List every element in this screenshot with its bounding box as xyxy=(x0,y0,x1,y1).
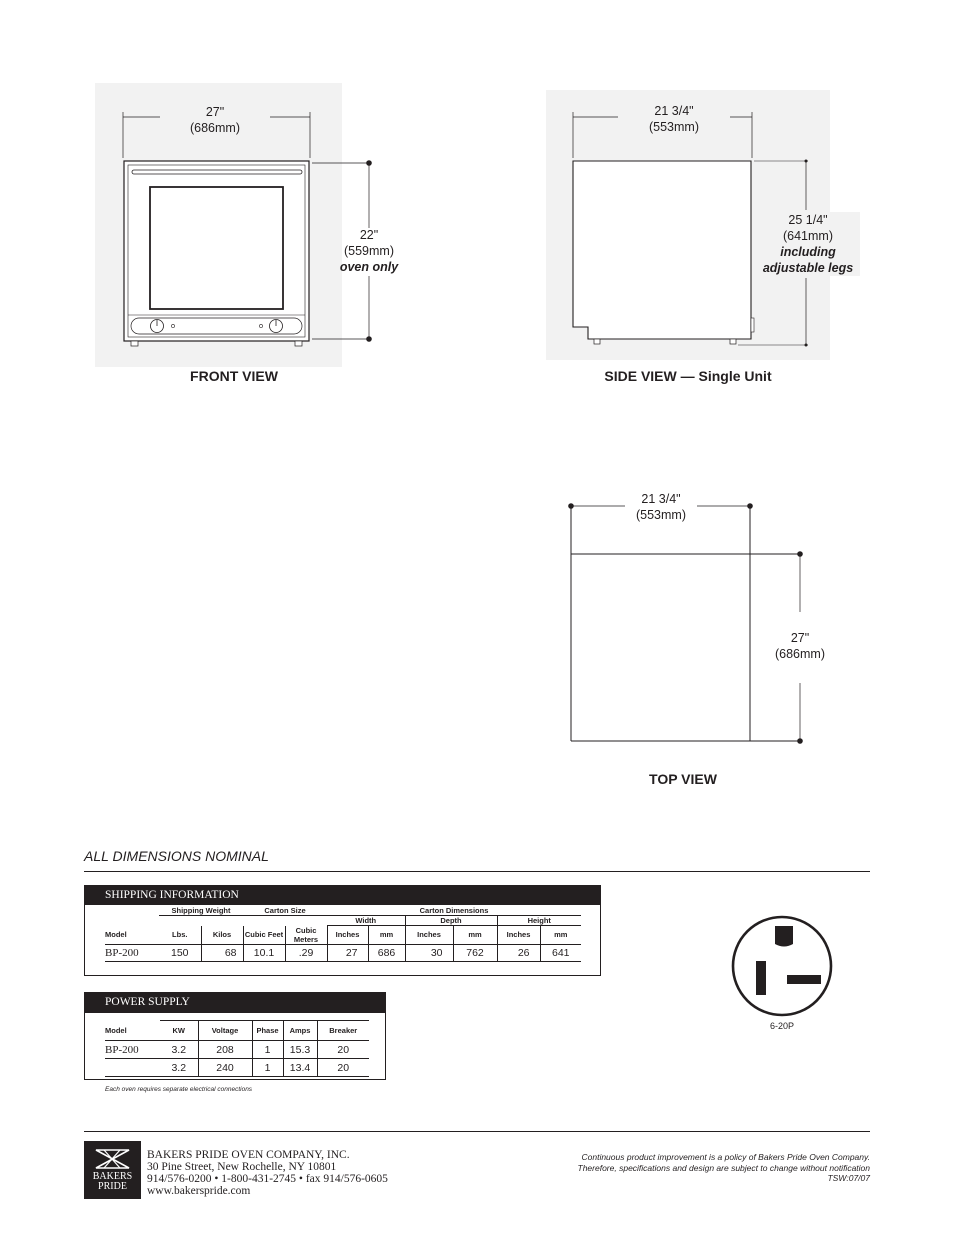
footer-divider xyxy=(84,1131,870,1132)
col-amps: Amps xyxy=(283,1021,317,1041)
cell-voltage: 208 xyxy=(198,1041,252,1059)
cell-model xyxy=(105,1059,160,1077)
col-height-in: Inches xyxy=(497,926,540,945)
col-model: Model xyxy=(105,1025,127,1035)
cell-kw: 3.2 xyxy=(160,1041,198,1059)
cell-cubic-feet: 10.1 xyxy=(243,944,285,961)
cell-kilos: 68 xyxy=(201,944,243,961)
col-lbs: Lbs. xyxy=(159,926,201,945)
bakers-pride-logo xyxy=(84,1141,141,1199)
front-height-label: 22" (559mm) oven only xyxy=(339,228,399,274)
col-depth-in: Inches xyxy=(405,926,453,945)
company-website[interactable]: www.bakerspride.com xyxy=(147,1185,251,1197)
col-cubic-feet: Cubic Feet xyxy=(243,926,285,945)
power-table xyxy=(105,1020,369,1077)
top-width-label: 21 3/4" (553mm) xyxy=(635,492,686,522)
col-cubic-meters: Cubic Meters xyxy=(285,926,327,945)
cell-depth-mm: 762 xyxy=(453,944,497,961)
cell-cubic-meters: .29 xyxy=(285,944,327,961)
top-view-drawing xyxy=(0,480,954,760)
logo-mark-icon xyxy=(94,1148,131,1170)
logo-text-1: BAKERS xyxy=(92,1171,133,1182)
company-phones: 914/576-0200 • 1-800-431-2745 • fax 914/576-0605 xyxy=(147,1173,388,1185)
company-info xyxy=(147,1149,388,1197)
depth-group: Depth xyxy=(405,916,497,926)
side-height-label: 25 1/4" (641mm) including adjustable legs xyxy=(756,212,860,276)
col-voltage: Voltage xyxy=(198,1021,252,1041)
cell-width-mm: 686 xyxy=(368,944,405,961)
col-phase: Phase xyxy=(252,1021,283,1041)
plug-6-20p-icon xyxy=(730,914,834,1018)
col-kw: KW xyxy=(160,1021,198,1041)
col-width-mm: mm xyxy=(368,926,405,945)
cell-kw: 3.2 xyxy=(160,1059,198,1077)
cell-phase: 1 xyxy=(252,1059,283,1077)
front-width-label: 27" (686mm) xyxy=(160,104,270,136)
table-row xyxy=(105,1041,369,1059)
cell-width-in: 27 xyxy=(327,944,368,961)
cell-depth-in: 30 xyxy=(405,944,453,961)
cell-breaker: 20 xyxy=(337,1043,350,1056)
cell-voltage: 240 xyxy=(198,1059,252,1077)
front-view-title: FRONT VIEW xyxy=(190,368,278,384)
cell-height-in: 26 xyxy=(497,944,540,961)
power-title: POWER SUPPLY xyxy=(84,992,386,1013)
col-kilos: Kilos xyxy=(201,926,243,945)
top-depth-label: 27" (686mm) xyxy=(774,631,825,661)
col-width-in: Inches xyxy=(327,926,368,945)
policy-note: Continuous product improvement is a policy of Bakers Pride Oven Company. Therefore, specifications and design are subject to change without notification TSW:07/07 xyxy=(577,1152,870,1183)
divider xyxy=(84,871,870,872)
col-depth-mm: mm xyxy=(453,926,497,945)
cell-model: BP-200 xyxy=(105,1043,139,1056)
width-group: Width xyxy=(327,916,405,926)
cell-phase: 1 xyxy=(252,1041,283,1059)
cell-lbs: 150 xyxy=(159,944,201,961)
company-name: BAKERS PRIDE OVEN COMPANY, INC. xyxy=(147,1149,350,1161)
side-view-title: SIDE VIEW — Single Unit xyxy=(604,368,772,384)
side-view-drawing xyxy=(0,0,954,420)
shipping-title: SHIPPING INFORMATION xyxy=(84,885,601,905)
cell-breaker: 20 xyxy=(337,1061,350,1074)
col-model: Model xyxy=(105,930,127,939)
height-group: Height xyxy=(497,916,581,926)
cell-model: BP-200 xyxy=(105,946,139,959)
power-note: Each oven requires separate electrical connections xyxy=(105,1086,253,1093)
nominal-note: ALL DIMENSIONS NOMINAL xyxy=(84,848,269,864)
shipping-weight-group: Shipping Weight xyxy=(171,906,231,915)
side-width-label: 21 3/4" (553mm) xyxy=(618,103,730,135)
shipping-table xyxy=(105,906,581,962)
cell-amps: 15.3 xyxy=(283,1041,317,1059)
cell-height-mm: 641 xyxy=(551,946,570,959)
company-address: 30 Pine Street, New Rochelle, NY 10801 xyxy=(147,1161,337,1173)
table-row xyxy=(105,1059,369,1077)
logo-text-2: PRIDE xyxy=(98,1181,127,1192)
cell-amps: 13.4 xyxy=(283,1059,317,1077)
carton-dims-group: Carton Dimensions xyxy=(419,906,489,915)
plug-label: 6-20P xyxy=(769,1021,795,1031)
col-breaker: Breaker xyxy=(317,1021,369,1041)
carton-size-group: Carton Size xyxy=(264,906,306,915)
col-height-mm: mm xyxy=(540,926,581,945)
top-view-title: TOP VIEW xyxy=(649,771,717,787)
table-row xyxy=(105,944,581,961)
